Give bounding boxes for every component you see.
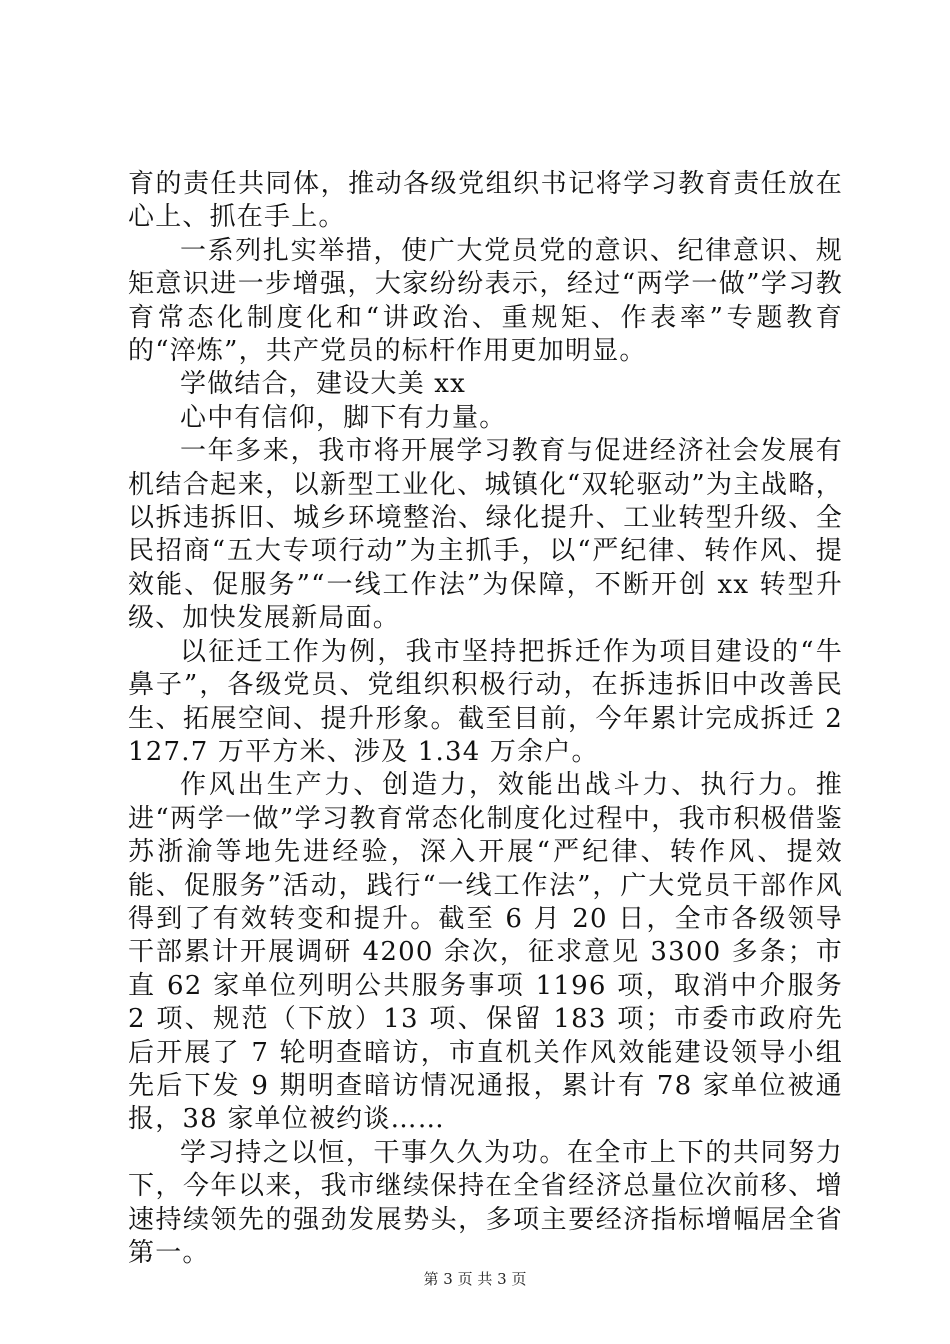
paragraph-2: 一系列扎实举措，使广大党员党的意识、纪律意识、规矩意识进一步增强，大家纷纷表示，经过“两学一做”学习教育常态化制度化和“讲政治、重规矩、作表率”专题教育的“淬炼”，共产党员的标杆作用更加明显。 xyxy=(128,235,843,367)
paragraph-5: 以征迁工作为例，我市坚持把拆迁作为项目建设的“牛鼻子”，各级党员、党组织积极行动，在拆违拆旧中改善民生、拓展空间、提升形象。截至目前，今年累计完成拆迁 2127.7 万平方米、涉及 1.34 万余户。 xyxy=(128,636,843,767)
section-heading: 学做结合，建设大美 xx xyxy=(180,369,466,400)
paragraph-6: 作风出生产力、创造力，效能出战斗力、执行力。推进“两学一做”学习教育常态化制度化过程中，我市积极借鉴苏浙渝等地先进经验，深入开展“严纪律、转作风、提效能、促服务”活动，践行“一线工作法”，广大党员干部作风得到了有效转变和提升。截至 6 月 20 日，全市各级领导干部累计开展调研 4200 余次，征求意见 3300 多条；市直 62 家单位列明公共服务事项 1196 项，取消中介服务 2 项、规范（下放）13 项、保留 183 项；市委市政府先后开展了 7 轮明查暗访，市直机关作风效能建设领导小组先后下发 9 期明查暗访情况通报，累计有 78 家单位被通报，38 家单位被约谈…… xyxy=(128,770,843,1135)
page-footer: 第 3 页 共 3 页 xyxy=(423,1270,527,1288)
paragraph-1: 育的责任共同体，推动各级党组织书记将学习教育责任放在心上、抓在手上。 xyxy=(128,169,843,233)
paragraph-4: 一年多来，我市将开展学习教育与促进经济社会发展有机结合起来，以新型工业化、城镇化“双轮驱动”为主战略，以拆违拆旧、城乡环境整治、绿化提升、工业转型升级、全民招商“五大专项行动”为主抓手，以“严纪律、转作风、提效能、促服务”“一线工作法”为保障，不断开创 xx 转型升级、加快发展新局面。 xyxy=(128,436,843,634)
paragraph-7: 学习持之以恒，干事久久为功。在全市上下的共同努力下，今年以来，我市继续保持在全省经济总量位次前移、增速持续领先的强劲发展势头，多项主要经济指标增幅居全省第一。 xyxy=(128,1137,843,1268)
document-body xyxy=(128,168,843,1270)
paragraph-3: 心中有信仰，脚下有力量。 xyxy=(180,402,507,433)
